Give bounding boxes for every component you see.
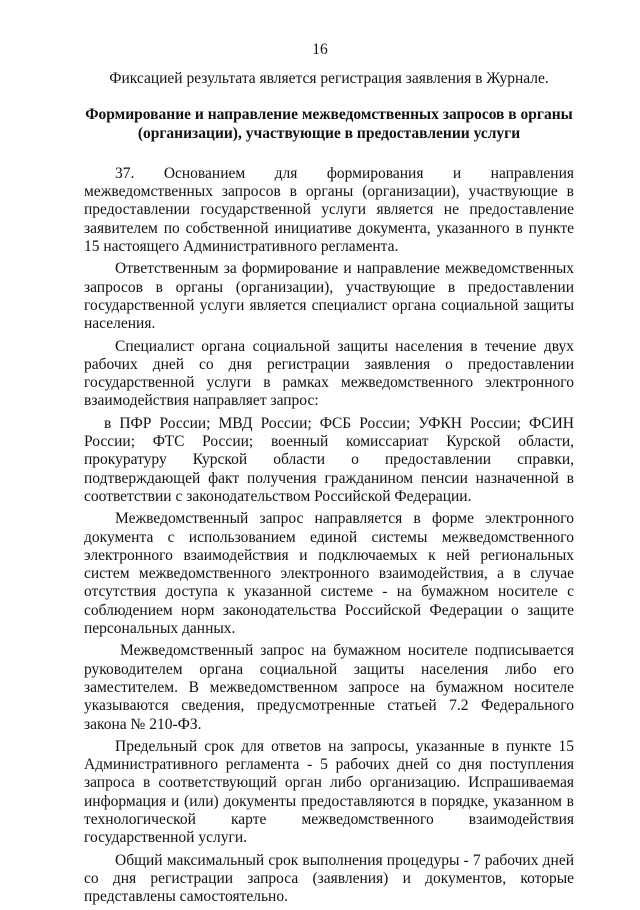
paragraph-recipient-agencies: в ПФР России; МВД России; ФСБ России; УФКН России; ФСИН России; ФТС России; военный комиссариат Курской области, прокуратуру Курской области о предоставлении справки, подтверждающей факт получения гражданином пенсии назначенной в соответствии с законодательством Российской Федерации.: [84, 414, 574, 505]
paragraph-basis: 37. Основанием для формирования и направления межведомственных запросов в органы (организации), участвующие в предоставлении государственной услуги является не предоставление заявителем по собственной инициативе документа, указанного в пункте 15 настоящего Административного регламента.: [84, 164, 574, 256]
paragraph-paper-request: Межведомственный запрос на бумажном носителе подписывается руководителем органа социальной защиты населения либо его заместителем. В межведомственном запросе на бумажном носителе указываются сведения, предусмотренные статьей 7.2 Федерального закона № 210-ФЗ.: [84, 642, 574, 733]
paragraph-responsible: Ответственным за формирование и направление межведомственных запросов в органы (организации), участвующие в предоставлении государственной услуги является специалист органа социальной защиты населения.: [84, 260, 574, 333]
page-content: [84, 70, 574, 910]
section-heading: Формирование и направление межведомственных запросов в органы (организации), участвующие в предоставлении услуги: [85, 106, 573, 142]
paragraph-specialist-request: Специалист органа социальной защиты населения в течение двух рабочих дней со дня регистрации заявления о предоставлении государственной услуги в рамках межведомственного электронного взаимодействия направляет запрос:: [84, 337, 574, 410]
paragraph-response-deadline: Предельный срок для ответов на запросы, указанные в пункте 15 Административного регламента - 5 рабочих дней со дня поступления запроса в соответствующий орган либо организацию. Испрашиваемая информация и (или) документы предоставляются в порядке, указанном в технологической карте межведомственного взаимодействия государственной услуги.: [84, 737, 574, 847]
paragraph-electronic-request: Межведомственный запрос направляется в форме электронного документа с использованием единой системы межведомственного электронного взаимодействия и подключаемых к ней региональных систем межведомственного электронного взаимодействия, а в случае отсутствия доступа к указанной системе - на бумажном носителе с соблюдением норм законодательства Российской Федерации о защите персональных данных.: [84, 510, 574, 638]
paragraph-total-duration: Общий максимальный срок выполнения процедуры - 7 рабочих дней со дня регистрации запроса (заявления) и документов, которые представлены самостоятельно.: [84, 851, 574, 906]
page-number: 16: [312, 41, 328, 58]
result-fixation-text: Фиксацией результата является регистрация заявления в Журнале.: [109, 70, 549, 87]
